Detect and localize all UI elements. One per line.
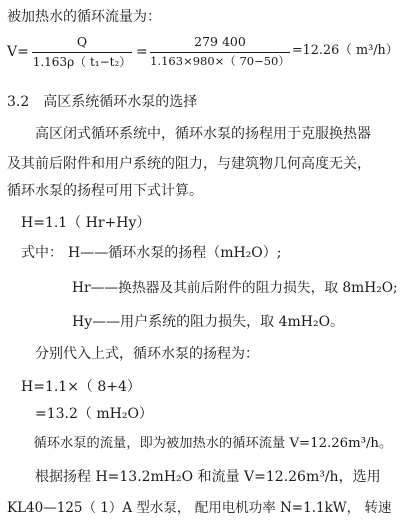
paragraph1-line1: 高区闭式循环系统中，循环水泵的扬程用于克服换热器	[7, 126, 371, 142]
paragraph2: 分别代入上式，循环水泵的扬程为：	[7, 346, 259, 362]
legend-hy: Hy——用户系统的阻力损失，取 4mH₂O。	[72, 314, 345, 330]
paragraph1-line3: 循环水泵的扬程可用下式计算。	[7, 183, 203, 199]
formula-lhs: V=	[7, 44, 29, 60]
legend-hr: Hr——换热器及其前后附件的阻力损失，取 8mH₂O;	[72, 280, 398, 296]
head-result: =13.2（ mH₂O）	[7, 406, 153, 422]
formula-result: =12.26（ m³/h）	[292, 43, 399, 58]
head-substitution: H=1.1×（ 8+4）	[7, 379, 141, 395]
intro-text: 被加热水的循环流量为：	[7, 9, 161, 25]
paragraph3-line2: 根据扬程 H=13.2mH₂O 和流量 V=12.26m³/h，选用	[7, 469, 381, 485]
pump-head-formula: H=1.1（ Hr+Hy）	[7, 215, 151, 231]
formula-equals: =	[136, 44, 148, 60]
fraction2-numerator: 279 400	[194, 34, 246, 49]
section-title: 3.2 高区系统循环水泵的选择	[7, 94, 198, 110]
paragraph1-line2: 及其前后附件和用户系统的阻力，与建筑物几何高度无关，	[7, 156, 371, 172]
fraction1-numerator: Q	[76, 34, 88, 49]
paragraph3-line1: 循环水泵的流量，即为被加热水的循环流量 V=12.26m³/h。	[7, 436, 393, 451]
fraction2-denominator: 1.163×980×（ 70−50）	[150, 54, 290, 68]
paragraph3-line3: KL40—125（ 1）A 型水泵， 配用电机功率 N=1.1kW， 转速	[7, 500, 392, 516]
fraction1-denominator: 1.163ρ（ t₁−t₂）	[32, 55, 132, 69]
fraction2-bar	[150, 52, 290, 53]
fraction1-bar	[32, 52, 132, 53]
legend-prefix: 式中：	[7, 245, 63, 261]
legend-h: H——循环水泵的扬程（mH₂O）;	[68, 245, 282, 261]
